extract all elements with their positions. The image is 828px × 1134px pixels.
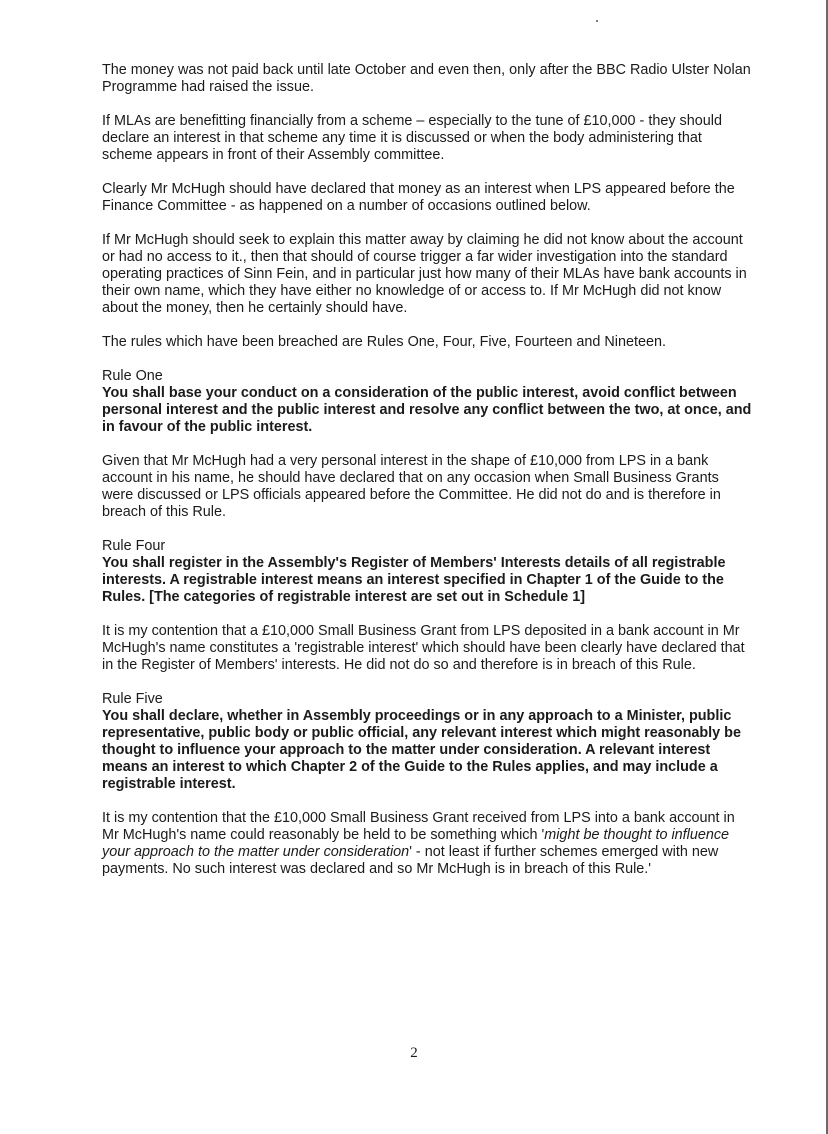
page-number: 2	[410, 1045, 418, 1061]
rule-four-block	[102, 538, 752, 606]
rule-five-quote: might be thought to influence your approach to the matter under consideration	[102, 827, 730, 860]
rule-five-block	[102, 691, 752, 793]
paragraph-declare-interest: If MLAs are benefitting financially from a scheme – especially to the tune of £10,000 - they should declare an interest in that scheme any time it is discussed or when the body administering that scheme appears in front of their Assembly committee.	[102, 113, 722, 163]
rule-one-commentary: Given that Mr McHugh had a very personal interest in the shape of £10,000 from LPS in a bank account in his name, he should have declared that on any occasion when Small Business Grants were discussed or LPS officials appeared before the Committee. He did not do and is therefore in breach of this Rule.	[102, 453, 721, 520]
paragraph-account-access: If Mr McHugh should seek to explain this matter away by claiming he did not know about the account or had no access to it., then that should of course trigger a far wider investigation into the standard operating practices of Sinn Fein, and in particular just how many of their MLAs have bank accounts in their own name, which they have either no knowledge of or access to. If Mr McHugh did not know about the money, then he certainly should have.	[102, 232, 747, 316]
rule-five-commentary-end: ' - not least if further schemes emerged with new payments. No such interest was declared and so Mr McHugh is in breach of this Rule.'	[102, 844, 719, 877]
scan-speck	[596, 20, 598, 22]
rule-five-text: You shall declare, whether in Assembly proceedings or in any approach to a Minister, public representative, public body or public official, any relevant interest which might reasonably be thought to influence your approach to the matter under consideration. A relevant interest means an interest to which Chapter 2 of the Guide to the Rules applies, and may include a registrable interest.	[102, 708, 741, 792]
paragraph-finance-committee: Clearly Mr McHugh should have declared that money as an interest when LPS appeared before the Finance Committee - as happened on a number of occasions outlined below.	[102, 181, 735, 214]
rule-four-heading: Rule Four	[102, 538, 166, 554]
rule-four-text: You shall register in the Assembly's Register of Members' Interests details of all registrable interests. A registrable interest means an interest specified in Chapter 1 of the Guide to the Rules. [The categories of registrable interest are set out in Schedule 1]	[102, 555, 726, 605]
paragraph-money-repaid: The money was not paid back until late October and even then, only after the BBC Radio Ulster Nolan Programme had raised the issue.	[102, 62, 751, 95]
rule-one-heading: Rule One	[102, 368, 163, 384]
rule-five-commentary-start: It is my contention that the £10,000 Small Business Grant received from LPS into a bank account in Mr McHugh's name could reasonably be held to be something which '	[102, 810, 735, 843]
rule-four-commentary: It is my contention that a £10,000 Small Business Grant from LPS deposited in a bank account in Mr McHugh's name constitutes a 'registrable interest' which should have been clearly have declared that in the Register of Members' interests. He did not do so and therefore is in breach of this Rule.	[102, 623, 745, 673]
rule-one-text: You shall base your conduct on a consideration of the public interest, avoid conflict between personal interest and the public interest and resolve any conflict between the two, at once, and in favour of the public interest.	[102, 385, 752, 435]
document-body	[102, 62, 752, 895]
rule-five-commentary	[102, 810, 752, 878]
rule-five-heading: Rule Five	[102, 691, 163, 707]
rule-one-block	[102, 368, 752, 436]
paragraph-rules-breached: The rules which have been breached are Rules One, Four, Five, Fourteen and Nineteen.	[102, 334, 666, 350]
